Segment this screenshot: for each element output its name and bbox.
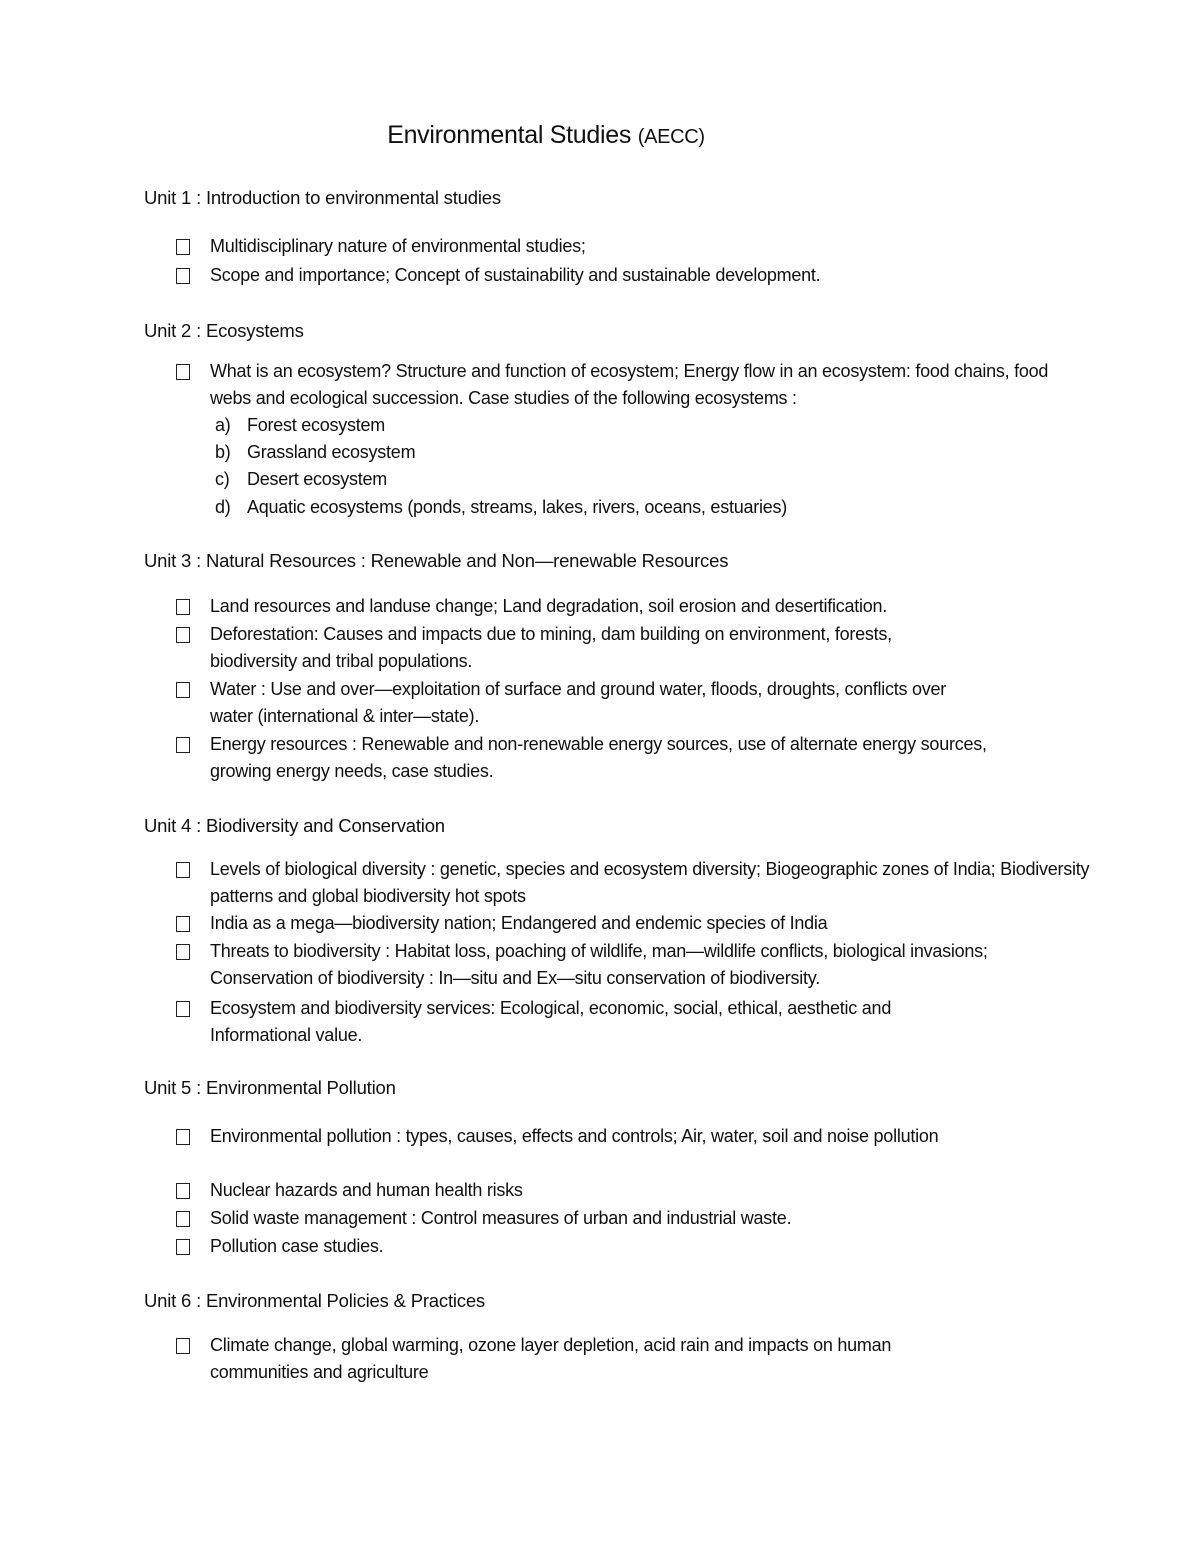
- bullet-icon: [176, 599, 190, 615]
- unit-2-subitem-b: [215, 439, 415, 465]
- unit-6-heading: Unit 6 : Environmental Policies & Practices: [144, 1290, 485, 1311]
- unit-3-item-4: Energy resources : Renewable and non-renewable energy sources, use of alternate energy sources, growing energy needs, case studies.: [210, 734, 987, 781]
- unit-1-item-1: Multidisciplinary nature of environmental studies;: [210, 236, 586, 256]
- bullet-icon: [176, 239, 190, 255]
- bullet-icon: [176, 737, 190, 753]
- bullet-icon: [176, 1183, 190, 1199]
- subitem-marker: d): [215, 497, 231, 517]
- unit-1-item-2: Scope and importance; Concept of sustainability and sustainable development.: [210, 265, 821, 285]
- unit-2-subitem-d: [215, 494, 787, 520]
- subitem-marker: a): [215, 415, 231, 435]
- unit-2-heading: Unit 2 : Ecosystems: [144, 320, 304, 341]
- title-suffix: (AECC): [637, 126, 705, 148]
- title-text: Environmental Studies: [387, 121, 632, 149]
- unit-6-item-1: Climate change, global warming, ozone layer depletion, acid rain and impacts on human communities and agriculture: [210, 1335, 892, 1382]
- subitem-text: Grassland ecosystem: [247, 442, 416, 462]
- bullet-icon: [176, 1239, 190, 1255]
- unit-4-item-1: Levels of biological diversity : genetic, species and ecosystem diversity; Biogeographic zones of India; Biodiversity patterns and global biodiversity hot spots: [210, 859, 1090, 906]
- unit-3-item-1: Land resources and landuse change; Land degradation, soil erosion and desertification.: [210, 596, 887, 616]
- bullet-icon: [176, 1129, 190, 1145]
- subitem-text: Forest ecosystem: [247, 415, 386, 435]
- unit-3-heading: Unit 3 : Natural Resources : Renewable and Non—renewable Resources: [144, 550, 729, 571]
- bullet-icon: [176, 1211, 190, 1227]
- unit-4-item-4: Ecosystem and biodiversity services: Ecological, economic, social, ethical, aesthetic and Informational value.: [210, 998, 892, 1045]
- bullet-icon: [176, 682, 190, 698]
- unit-5-item-2: Nuclear hazards and human health risks: [210, 1180, 523, 1200]
- unit-5-item-1: Environmental pollution : types, causes, effects and controls; Air, water, soil and noise pollution: [210, 1126, 939, 1146]
- unit-2-item-1: What is an ecosystem? Structure and function of ecosystem; Energy flow in an ecosystem: food chains, food webs and ecological succession. Case studies of the following ecosystems :: [210, 361, 1049, 408]
- bullet-icon: [176, 364, 190, 380]
- bullet-icon: [176, 916, 190, 932]
- subitem-text: Desert ecosystem: [247, 469, 388, 489]
- subitem-text: Aquatic ecosystems (ponds, streams, lakes, rivers, oceans, estuaries): [247, 497, 787, 517]
- subitem-marker: b): [215, 442, 231, 462]
- unit-4-heading: Unit 4 : Biodiversity and Conservation: [144, 815, 445, 836]
- unit-3-item-2: Deforestation: Causes and impacts due to mining, dam building on environment, forests, biodiversity and tribal populations.: [210, 624, 892, 671]
- unit-2-subitem-a: [215, 412, 385, 438]
- unit-5-item-4: Pollution case studies.: [210, 1236, 384, 1256]
- bullet-icon: [176, 268, 190, 284]
- unit-5-heading: Unit 5 : Environmental Pollution: [144, 1077, 396, 1098]
- unit-4-item-2: India as a mega—biodiversity nation; Endangered and endemic species of India: [210, 913, 828, 933]
- bullet-icon: [176, 862, 190, 878]
- unit-4-item-3: Threats to biodiversity : Habitat loss, poaching of wildlife, man—wildlife conflicts, biological invasions; Conservation of biodiversity : In—situ and Ex—situ conservation of biodiversity.: [210, 941, 988, 988]
- unit-1-heading: Unit 1 : Introduction to environmental studies: [144, 187, 501, 208]
- subitem-marker: c): [215, 469, 230, 489]
- bullet-icon: [176, 1001, 190, 1017]
- page-title: [0, 118, 1092, 154]
- bullet-icon: [176, 1338, 190, 1354]
- unit-3-item-3: Water : Use and over—exploitation of surface and ground water, floods, droughts, conflicts over water (international & inter—state).: [210, 679, 946, 726]
- unit-2-subitem-c: [215, 466, 387, 492]
- bullet-icon: [176, 627, 190, 643]
- unit-5-item-3: Solid waste management : Control measures of urban and industrial waste.: [210, 1208, 792, 1228]
- bullet-icon: [176, 944, 190, 960]
